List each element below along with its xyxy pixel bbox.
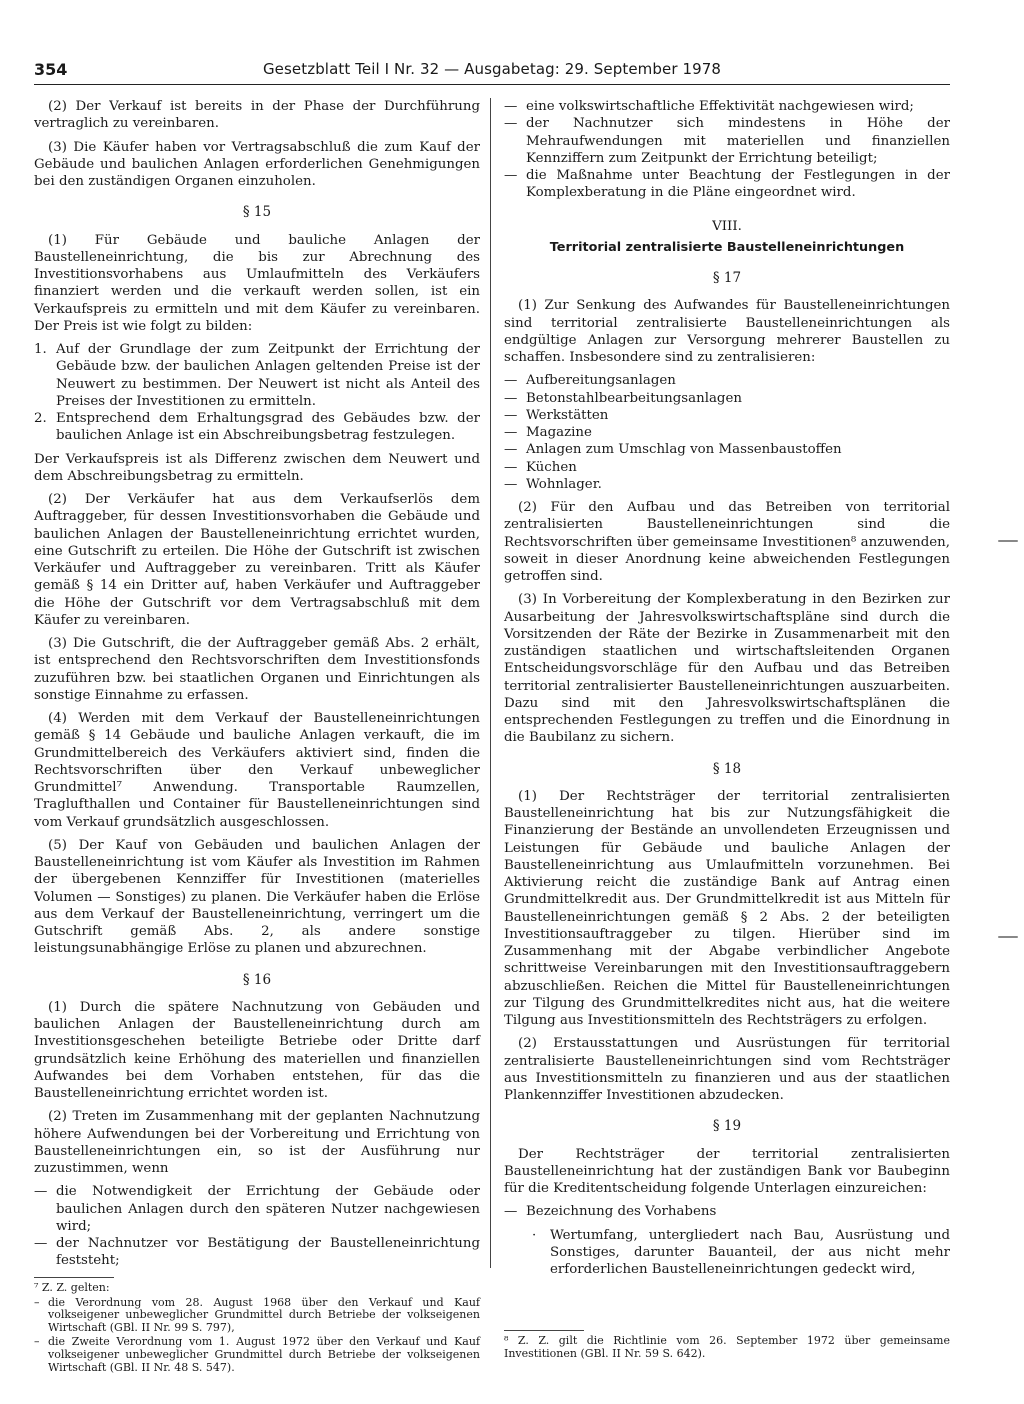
list-item: — der Nachnutzer sich mindestens in Höhe der Mehraufwendungen mit materiellen und finanziellen Kennziffern zum Zeitpunkt der Errichtung beteiligt; [504, 116, 950, 166]
list-item: · Wertumfang, untergliedert nach Bau, Ausrüstung und Sonstiges, darunter Bauanteil, der aus nicht mehr erforderlichen Baustelleneinrichtungen gedeckt wird, [532, 1227, 950, 1277]
list-item: — Betonstahlbearbeitungsanlagen [504, 390, 742, 406]
margin-mark [998, 936, 1018, 938]
list-item-text: Küchen [526, 459, 577, 475]
list-item: — Aufbereitungsanlagen [504, 373, 676, 389]
dash-list-19 [504, 1203, 950, 1220]
list-item-text: der Nachnutzer sich mindestens in Höhe der Mehraufwendungen mit materiellen und finanziellen Kennziffern zum Zeitpunkt der Errichtung beteiligt; [526, 116, 950, 166]
list-item: — die Maßnahme unter Beachtung der Festlegungen in der Komplexberatung in die Pläne eingeordnet wird. [504, 168, 950, 201]
footnote-item: – die Zweite Verordnung vom 1. August 1972 über den Verkauf und Kauf volkseigener unbeweglicher Grundmittel durch Betriebe der volkseigenen Wirtschaft (GBl. II Nr. 48 S. 547). [34, 1335, 480, 1374]
section-16-heading: § 16 [242, 971, 272, 988]
margin-mark [998, 540, 1018, 542]
list-item [34, 410, 480, 445]
footnotes-right [504, 1330, 950, 1360]
numbered-list-15 [34, 341, 480, 445]
list-item-text: der Nachnutzer vor Bestätigung der Baustelleneinrichtung feststeht; [56, 1236, 480, 1269]
list-item [34, 341, 480, 410]
page-header [34, 58, 950, 85]
list-item-text: Magazine [526, 425, 592, 440]
list-item-text: Betonstahlbearbeitungsanlagen [526, 390, 742, 406]
footnote-item: – die Verordnung vom 28. August 1968 über den Verkauf und Kauf volkseigener unbeweglicher Grundmittel durch Betriebe der volkseigenen Wirtschaft (GBl. II Nr. 99 S. 797), [34, 1295, 480, 1334]
left-column [34, 98, 480, 1276]
paragraph-15-3: (3) Die Gutschrift, die der Auftraggeber gemäß Abs. 2 erhält, ist entsprechend den Rechtsvorschriften dem Investitionsfonds zuzuführen bzw. bei staatlichen Organen und Einrichtungen als sonstige Einnahme zu erfassen. [34, 636, 480, 703]
footnotes-left [34, 1277, 480, 1376]
gazette-title: Gesetzblatt Teil I Nr. 32 — Ausgabetag: 29. September 1978 [262, 60, 722, 78]
section-17-heading: § 17 [712, 270, 742, 286]
list-item-text: die Maßnahme unter Beachtung der Festlegungen in der Komplexberatung in die Pläne eingeordnet wird. [526, 168, 950, 201]
paragraph-17-2: (2) Für den Aufbau und das Betreiben von territorial zentralisierten Baustelleneinrichtungen sind die Rechtsvorschriften über gemeinsame Investitionen⁸ anzuwenden, soweit in dieser Anordnung keine abweichenden Festlegungen getroffen sind. [504, 500, 950, 584]
section-19-heading: § 19 [712, 1118, 742, 1135]
paragraph-15-1-conclusion: Der Verkaufspreis ist als Differenz zwischen dem Neuwert und dem Abschreibungsbetrag zu ermitteln. [34, 451, 480, 484]
footnote-text: die Zweite Verordnung vom 1. August 1972 über den Verkauf und Kauf volkseigener unbeweglicher Grundmittel durch Betriebe der volkseigenen Wirtschaft (GBl. II Nr. 48 S. 547). [48, 1335, 480, 1374]
section-18-heading: § 18 [712, 760, 742, 777]
right-column [504, 98, 950, 1284]
list-item-text: Wertumfang, untergliedert nach Bau, Ausrüstung und Sonstiges, darunter Bauanteil, der aus nicht mehr erforderlichen Baustelleneinrichtungen gedeckt wird, [550, 1227, 950, 1277]
footnote-8: ⁸ Z. Z. gilt die Richtlinie vom 26. September 1972 über gemeinsame Investitionen (GBl. II Nr. 59 S. 642). [504, 1334, 950, 1360]
dash-list-16 [34, 1183, 480, 1269]
page-number: 354 [34, 60, 68, 79]
paragraph-15-5: (5) Der Kauf von Gebäuden und baulichen Anlagen der Baustelleneinrichtung ist vom Käufer als Investition im Rahmen der übergebenen Kennziffer für Investitionen (materielles Volumen — Sonstiges) zu planen. Die Verkäufer haben die Erlöse aus dem Verkauf der Baustelleneinrichtung, verringert um die Gutschrift gemäß Abs. 2, als andere sonstige leistungsunabhängige Erlöse zu planen und abzurechnen. [34, 837, 480, 957]
dash-list-16-continued [504, 98, 950, 202]
chapter-title: Territorial zentralisierte Baustelleneinrichtungen [549, 239, 905, 255]
paragraph-18-2: (2) Erstausstattungen und Ausrüstungen für territorial zentralisierte Baustelleneinrichtungen sind vom Rechtsträger aus Investitionsmitteln zu finanzieren und aus der staatlichen Plankennziffer Investitionen abzudecken. [504, 1036, 950, 1103]
footnote-7-heading: ⁷ Z. Z. gelten: [34, 1281, 110, 1294]
list-number: 2. [34, 411, 47, 426]
paragraph-16-2: (2) Treten im Zusammenhang mit der geplanten Nachnutzung höhere Aufwendungen bei der Vorbereitung und Errichtung von Baustelleneinrichtungen ein, so ist der Ausführung nur zuzustimmen, wenn [34, 1109, 480, 1176]
list-item: — der Nachnutzer vor Bestätigung der Baustelleneinrichtung feststeht; [34, 1236, 480, 1269]
column-divider [490, 98, 491, 1268]
list-item-text: Werkstätten [526, 407, 609, 423]
dash-list-17 [504, 372, 950, 493]
footnote-text: die Verordnung vom 28. August 1968 über den Verkauf und Kauf volkseigener unbeweglicher Grundmittel durch Betriebe der volkseigenen Wirtschaft (GBl. II Nr. 99 S. 797), [48, 1295, 480, 1334]
list-item-text: Bezeichnung des Vorhabens [526, 1204, 717, 1220]
paragraph-17-3: (3) In Vorbereitung der Komplexberatung in den Bezirken zur Ausarbeitung der Jahresvolkswirtschaftspläne sind durch die Vorsitzenden der Räte der Bezirke in Zusammenarbeit mit den zuständigen staatlichen und wirtschaftsleitenden Organen Entscheidungsvorschläge für den Aufbau und das Betreiben territorial zentralisierter Baustelleneinrichtungen auszuarbeiten. Dazu sind mit den Jahresvolkswirtschaftsplänen die entsprechenden Festlegungen zu treffen und die Einordnung in die Baubilanz zu sichern. [504, 592, 950, 746]
list-item-text: Auf der Grundlage der zum Zeitpunkt der Errichtung der Gebäude bzw. der baulichen Anlagen geltenden Preise ist der Neuwert zu bestimmen. Der Neuwert ist nicht als Anteil des Preises der Investitionen zu ermitteln. [56, 342, 480, 409]
list-number: 1. [34, 342, 47, 357]
chapter-number: VIII. [712, 218, 742, 234]
paragraph-16-1: (1) Durch die spätere Nachnutzung von Gebäuden und baulichen Anlagen der Baustelleneinrichtung durch am Investitionsgeschehen beteiligte Betriebe oder Dritte darf grundsätzlich keine Erhöhung des materiellen und finanziellen Aufwandes bei dem Vorhaben entstehen, für das die Baustelleneinrichtung errichtet worden ist. [34, 999, 480, 1101]
paragraph-15-4: (4) Werden mit dem Verkauf der Baustelleneinrichtungen gemäß § 14 Gebäude und bauliche Anlagen verkauft, die im Grundmittelbereich des Verkäufers aktiviert sind, finden die Rechtsvorschriften über den Verkauf unbeweglicher Grundmittel⁷ Anwendung. Transportable Raumzellen, Traglufthallen und Container für Baustelleneinrichtungen sind vom Verkauf grundsätzlich ausgeschlossen. [34, 711, 480, 830]
list-item: — eine volkswirtschaftliche Effektivität nachgewiesen wird; [504, 99, 914, 114]
list-item-text: Wohnlager. [526, 476, 602, 492]
list-item-text: Aufbereitungsanlagen [526, 373, 676, 389]
footnote-7-list [34, 1297, 480, 1375]
list-item: — Werkstätten [504, 407, 609, 423]
footnote-divider [34, 1277, 114, 1278]
paragraph-17-1: (1) Zur Senkung des Aufwandes für Baustelleneinrichtungen sind territorial zentralisierte Baustelleneinrichtungen als endgültige Anlagen zur Versorgung mehrerer Baustellen zu schaffen. Insbesondere sind zu zentralisieren: [504, 298, 950, 365]
list-item-text: Anlagen zum Umschlag von Massenbaustoffen [526, 442, 842, 458]
list-item-text: die Notwendigkeit der Errichtung der Gebäude oder baulichen Anlagen durch den späteren Nutzer nachgewiesen wird; [56, 1184, 480, 1234]
paragraph-19: Der Rechtsträger der territorial zentralisierten Baustelleneinrichtung hat der zuständigen Bank vor Baubeginn für die Kreditentscheidung folgende Unterlagen einzureichen: [504, 1146, 950, 1196]
list-item: — Bezeichnung des Vorhabens [504, 1204, 717, 1220]
list-item: — Magazine [504, 425, 592, 440]
section-15-heading: § 15 [242, 204, 272, 221]
paragraph-15-2: (2) Der Verkäufer hat aus dem Verkaufserlös dem Auftraggeber, für dessen Investitionsvorhaben die Gebäude und baulichen Anlagen der Baustelleneinrichtung errichtet wurden, eine Gutschrift zu erteilen. Die Höhe der Gutschrift ist zwischen Verkäufer und Auftraggeber zu vereinbaren. Tritt als Käufer gemäß § 14 ein Dritter auf, haben Verkäufer und Auftraggeber die Höhe der Gutschrift vor dem Vertragsabschluß mit dem Käufer zu vereinbaren. [34, 492, 480, 628]
paragraph-15-1: (1) Für Gebäude und bauliche Anlagen der Baustelleneinrichtung, die bis zur Abrechnung des Investitionsvorhabens aus Umlaufmitteln des Verkäufers finanziert werden und die verkauft werden sollen, ist ein Verkaufspreis zu ermitteln und mit dem Käufer zu vereinbaren. Der Preis ist wie folgt zu bilden: [34, 232, 480, 334]
paragraph-14-3: (3) Die Käufer haben vor Vertragsabschluß die zum Kauf der Gebäude und baulichen Anlagen erforderlichen Genehmigungen bei den zuständigen Organen einzuholen. [34, 139, 480, 189]
sub-list-19 [504, 1227, 950, 1279]
paragraph-18-1: (1) Der Rechtsträger der territorial zentralisierten Baustelleneinrichtung hat bis zur Nutzungsfähigkeit die Finanzierung der Bestände an unvollendeten Erzeugnissen und Leistungen für Gebäude und bauliche Anlagen der Baustelleneinrichtung aus Umlaufmitteln vorzunehmen. Bei Aktivierung reicht die zuständige Bank auf Antrag einen Grundmittelkredit aus. Der Grundmittelkredit ist aus Mitteln für Baustelleneinrichtungen gemäß § 2 Abs. 2 der beteiligten Investitionsauftraggeber zu tilgen. Hierüber sind im Zusammenhang mit der Abgabe verbindlicher Angebote schrittweise Vereinbarungen mit den Investitionsauftraggebern abzuschließen. Reichen die Mittel für Baustelleneinrichtungen zur Tilgung des Grundmittelkredites nicht aus, hat die weitere Tilgung aus Investitionsmitteln des Rechtsträgers zu erfolgen. [504, 788, 950, 1028]
footnote-divider [504, 1330, 584, 1331]
list-item-text: eine volkswirtschaftliche Effektivität nachgewiesen wird; [526, 99, 914, 114]
paragraph-14-2: (2) Der Verkauf ist bereits in der Phase der Durchführung vertraglich zu vereinbaren. [34, 99, 480, 132]
list-item: — Anlagen zum Umschlag von Massenbaustoffen [504, 442, 842, 458]
list-item: — Küchen [504, 459, 577, 475]
list-item: — Wohnlager. [504, 476, 602, 492]
list-item: — die Notwendigkeit der Errichtung der Gebäude oder baulichen Anlagen durch den späteren Nutzer nachgewiesen wird; [34, 1184, 480, 1234]
list-item-text: Entsprechend dem Erhaltungsgrad des Gebäudes bzw. der baulichen Anlage ist ein Abschreibungsbetrag festzulegen. [56, 411, 480, 444]
